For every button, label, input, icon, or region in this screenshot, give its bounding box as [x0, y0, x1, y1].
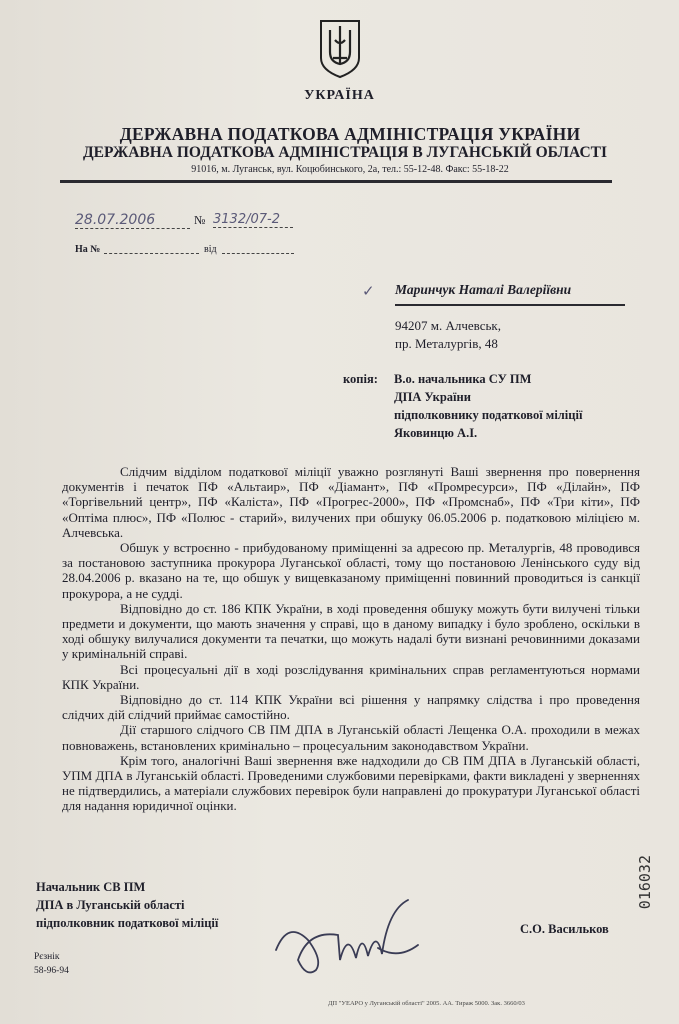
signatory-title-line2: ДПА в Луганській області: [36, 898, 185, 912]
body-paragraph: Всі процесуальні дії в ході розслідування кримінальних справ регламентуються нормами КПК України.: [62, 661, 640, 692]
body-paragraph: Відповідно до ст. 114 КПК України всі рішення у напрямку слідства і про проведення слідчих дій слідчий приймає самостійно.: [62, 692, 640, 723]
printer-info: ДП "УЕАРО у Луганській області" 2005. АА. Тираж 5000. Зак. 3660/03: [328, 1000, 525, 1007]
registration-date: 28.07.2006: [75, 212, 190, 229]
body-paragraph: Дії старшого слідчого СВ ПМ ДПА в Луганській області Лещенка О.А. проходили в межах повноважень, встановлених кримінально – процесуальним законодавством України.: [62, 722, 640, 753]
reference-date-label: від: [204, 244, 217, 255]
copy-line: Яковинцю А.І.: [394, 426, 478, 440]
executor-name: Рєзнік: [34, 952, 60, 962]
reference-number-label: На №: [75, 244, 101, 255]
country-heading: УКРАЇНА: [304, 88, 375, 103]
signatory-name: С.О. Васильков: [520, 922, 609, 936]
body-paragraph: Відповідно до ст. 186 КПК України, в ході проведення обшуку можуть бути вилучені тільки предмети и документи, що мають значення у справі, що в даному випадку і було зроблено, оскільки в ході обшуку вилучалися документи та печатки, що можуть надалі бути визнані речовинними доказами у кримінальній справі.: [62, 600, 640, 662]
body-paragraph: Крім того, аналогічні Ваші звернення вже надходили до СВ ПМ ДПА в Луганській області, УПМ ДПА в Луганській області. Проведеними службовими перевірками, факти викладені у зверненнях не підтвердились, а матеріали службових перевірок були направлені до прокуратури Луганської області для надання юридичної оцінки.: [62, 752, 640, 814]
trident-coat-of-arms-icon: [318, 18, 362, 80]
reference-number-line: [104, 252, 199, 254]
agency-main-heading: ДЕРЖАВНА ПОДАТКОВА АДМІНІСТРАЦІЯ УКРАЇНИ: [119, 124, 581, 144]
copy-line: підполковнику податкової міліції: [394, 408, 583, 422]
executor-phone: 58-96-94: [34, 966, 69, 976]
header-divider: [60, 180, 612, 183]
recipient-address-line1: 94207 м. Алчевськ,: [395, 318, 501, 333]
letter-body: [62, 464, 640, 814]
copy-line: В.о. начальника СУ ПМ: [394, 372, 532, 386]
signatory-title-line1: Начальник СВ ПМ: [36, 880, 146, 894]
agency-address: 91016, м. Луганськ, вул. Коцюбинського, 2а, тел.: 55-12-48. Факс: 55-18-22: [191, 164, 509, 175]
stamp-number: 016032: [636, 855, 654, 910]
copy-label: копія:: [343, 372, 378, 386]
copy-line: ДПА України: [394, 390, 471, 404]
body-paragraph: Обшук у встроєнно - прибудованому приміщенні за адресою пр. Металургів, 48 проводився за постановою заступника прокурора Луганської області, тому що постановою Ленінського суду від 28.04.2006 р. вказано на те, що обшук у вищевказаному приміщенні повинний проводиться із санкції прокурора, а не судді.: [62, 540, 640, 601]
checkmark-icon: ✓: [362, 284, 375, 300]
reference-date-line: [222, 252, 294, 254]
agency-regional-heading: ДЕРЖАВНА ПОДАТКОВА АДМІНІСТРАЦІЯ В ЛУГАНСЬКІЙ ОБЛАСТІ: [82, 144, 608, 161]
body-paragraph: Слідчим відділом податкової міліції уважно розглянуті Ваші звернення про повернення документів і печаток ПФ «Альтаир», ПФ «Діамант», ПФ «Промресурси», ПФ «Ділайн», ПФ «Торгівельний центр», ПФ «Каліста», ПФ «Прогрес-2000», ПФ «Промснаб», ПФ «Три кіти», ПФ «Оптіма плюс», ПФ «Полюс - старий», вилучених при обшуку 06.05.2006 р. податковою міліцією м. Алчевська.: [62, 464, 640, 540]
recipient-address-line2: пр. Металургів, 48: [395, 336, 498, 351]
registration-number: 3132/07-2: [213, 212, 293, 228]
recipient-name: Маринчук Наталі Валеріївни: [395, 282, 625, 306]
registration-number-label: №: [194, 213, 206, 227]
handwritten-signature: [268, 890, 428, 980]
signatory-title-line3: підполковник податкової міліції: [36, 916, 219, 930]
